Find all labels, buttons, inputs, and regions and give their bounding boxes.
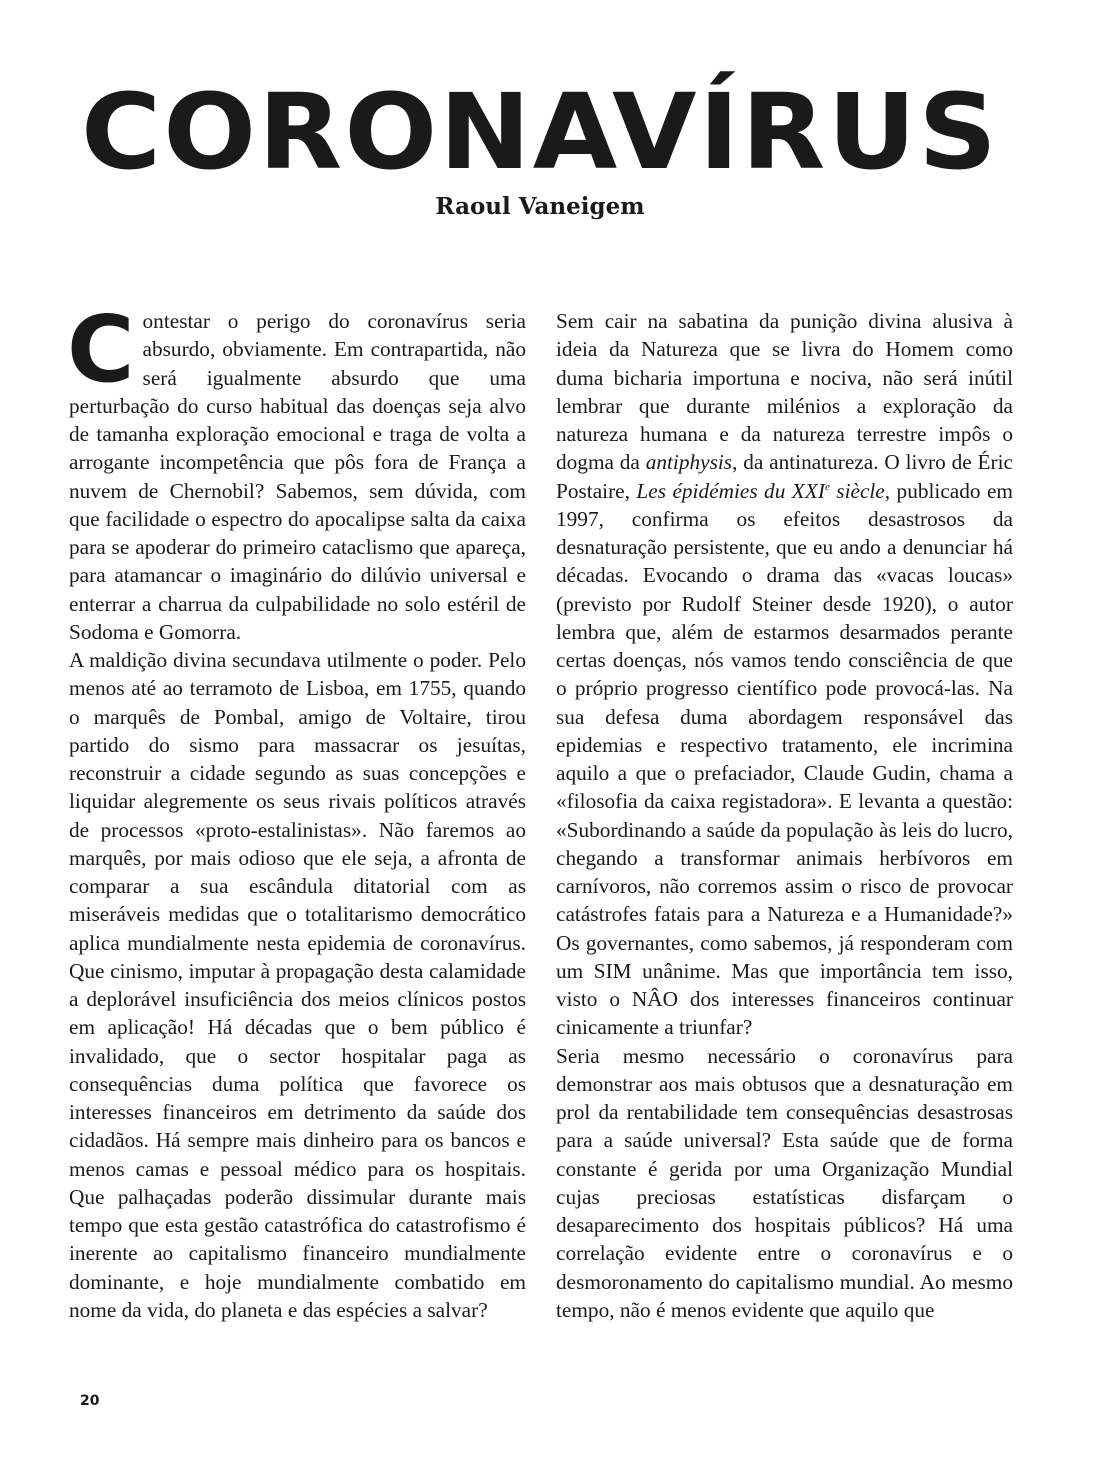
right-column bbox=[556, 307, 1013, 1324]
century-superscript: e bbox=[824, 480, 830, 493]
article-author: Raoul Vaneigem bbox=[435, 193, 645, 220]
paragraph-2: A maldição divina secundava utilmente o poder. Pelo menos até ao terramoto de Lisboa, em 1755, quando o marquês de Pombal, amigo de Voltaire, tirou partido do sismo para massacrar os jesuítas, reconstruir a cidade segundo as suas concepções e liquidar alegremente os seus rivais políticos através de processos «proto-estalinistas». Não faremos ao marquês, por mais odioso que ele seja, a afronta de comparar a sua escândula ditatorial com as miseráveis medidas que o totalitarismo democrático aplica mundialmente nesta epidemia de coronavírus. Que cinismo, imputar à propagação desta calamidade a deplorável insuficiência dos meios clínicos postos em aplicação! Há décadas que o bem público é invalidado, que o sector hospitalar paga as consequências duma política que favorece os interesses financeiros em detrimento da saúde dos cidadãos. Há sempre mais dinheiro para os bancos e menos camas e pessoal médico para os hospitais. Que palhaçadas poderão dissimular durante mais tempo que esta gestão catastrófica do catastrofismo é inerente ao capitalismo financeiro mundialmente dominante, e hoje mundialmente combatido em nome da vida, do planeta e das espécies a salvar? bbox=[69, 648, 526, 1322]
book-title-main: Les épidémies du XXI bbox=[636, 478, 825, 503]
left-column bbox=[67, 296, 526, 1324]
paragraph-3 bbox=[556, 307, 1013, 1042]
book-title-end: siècle bbox=[829, 478, 885, 503]
article-title: CORONAVÍRUS bbox=[80, 71, 1000, 193]
paragraph-4: Seria mesmo necessário o coronavírus para demonstrar aos mais obtusos que a desnaturação em prol da rentabilidade tem consequências desastrosas para a saúde universal? Esta saúde que de forma constante é gerida por uma Organização Mundial cujas preciosas estatísticas disfarçam o desaparecimento dos hospitais públicos? Há uma correlação evidente entre o coronavírus e o desmoronamento do capitalismo mundial. Ao mesmo tempo, não é menos evidente que aquilo que bbox=[556, 1043, 1013, 1322]
drop-cap: C bbox=[67, 296, 135, 403]
paragraph-3-text-b: , da antinatureza. O livro de Éric Postaire, bbox=[556, 450, 1014, 503]
page-number: 20 bbox=[80, 1393, 100, 1409]
paragraph-1-text: ontestar o perigo do coronavírus seria absurdo, obviamente. Em contrapartida, não será igualmente absurdo que uma perturbação do curso habitual das doenças seja alvo de tamanha exploração emocional e traga de volta a arrogante incompetência que pôs fora de França a nuvem de Chernobil? Sabemos, sem dúvida, com que facilidade o espectro do apocalipse salta da caixa para se apoderar do primeiro cataclismo que apareça, para atamancar o imaginário do dilúvio universal e enterrar a charrua da culpabilidade no solo estéril de Sodoma e Gomorra. bbox=[69, 309, 526, 644]
book-title bbox=[636, 479, 884, 503]
paragraph-1 bbox=[67, 296, 526, 646]
italic-antiphysis: antiphysis bbox=[645, 450, 733, 475]
paragraph-3-text-a: Sem cair na sabatina da punição divina alusiva à ideia da Natureza que se livra do Homem como duma bicharia importuna e nociva, não será inútil lembrar que durante milénios a exploração da natureza humana e da natureza terrestre impôs o dogma da bbox=[556, 309, 1013, 475]
paragraph-3-text-c: , publicado em 1997, confirma os efeitos desastrosos da desnaturação persistente, que eu ando a denunciar há décadas. Evocando o drama das «vacas loucas» (previsto por Rudolf Steiner desde 1920), o autor lembra que, além de estarmos desarmados perante certas doenças, nós vamos tendo consciência de que o próprio progresso científico pode provocá-las. Na sua defesa duma abordagem responsável das epidemias e respectivo tratamento, ele incrimina aquilo a que o prefaciador, Claude Gudin, chama a «filosofia da caixa registadora». E levanta a questão: «Subordinando a saúde da população às leis do lucro, chegando a transformar animais herbívoros em carnívoros, não corremos assim o risco de provocar catástrofes fatais para a Natureza e a Humanidade?» Os governantes, como sabemos, já responderam com um SIM unânime. Mas que importância tem isso, visto o NÂO dos interesses financeiros continuar cinicamente a triunfar? bbox=[556, 478, 1014, 1040]
